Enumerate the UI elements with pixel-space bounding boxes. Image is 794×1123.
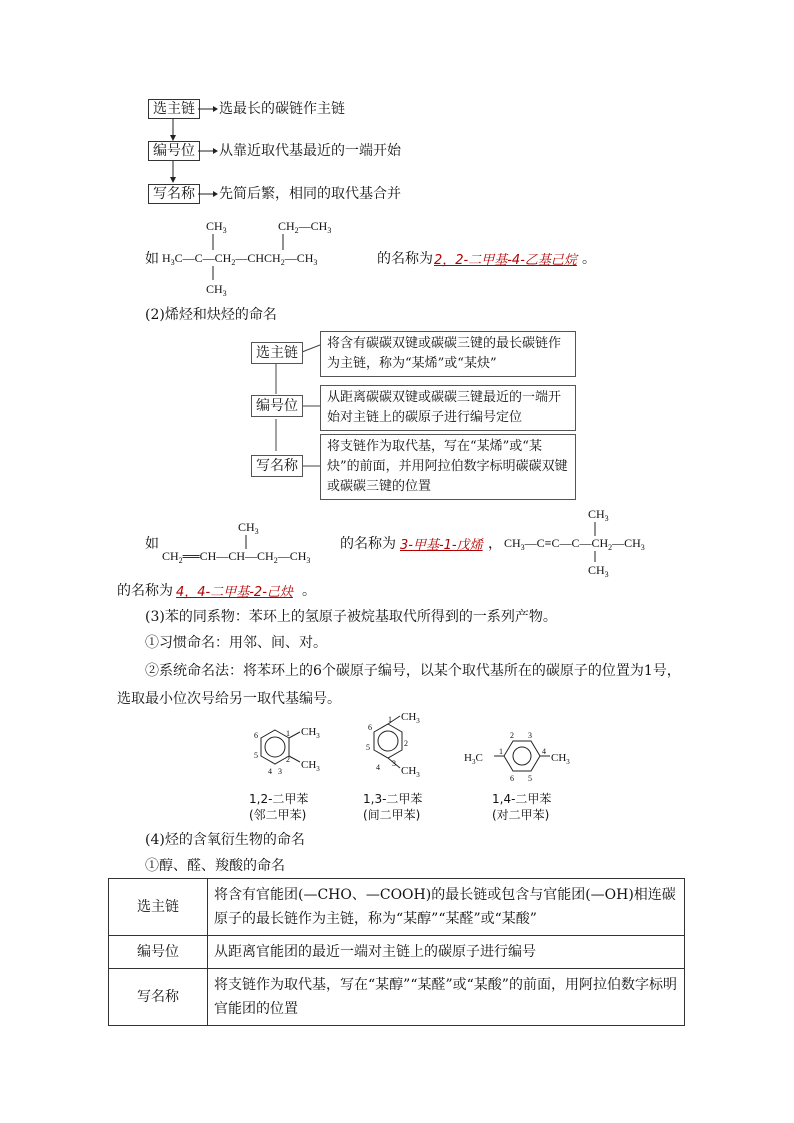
arrow-right-icon [198, 99, 218, 119]
table-body-cell: 将支链作为取代基，写在“某醇”“某醛”或“某酸”的前面，用阿拉伯数字标明官能团的位置 [208, 969, 685, 1026]
svg-text:4: 4 [376, 763, 380, 772]
section3-heading: (3)苯的同系物：苯环上的氢原子被烷基取代所得到的一系列产物。 [145, 609, 557, 625]
table-head-cell: 选主链 [109, 879, 208, 936]
svg-text:CH3: $CH_3$ [588, 507, 609, 523]
benzene-2-name: 1,3-二甲苯 [363, 792, 423, 806]
benzene-2-common: (间二甲苯) [363, 808, 421, 822]
table-head-cell: 写名称 [109, 969, 208, 1026]
ortho-xylene-structure [240, 712, 340, 792]
example2-line2-prefix: 的名称为 [117, 583, 173, 599]
svg-text:CH2—CH3: $CH_2—CH_3$ [278, 219, 332, 235]
svg-text:CH2══CH—CH—CH2—CH3: $CH_2══CH—CH—CH_2—CH_3$ [162, 549, 311, 564]
svg-text:1: 1 [499, 747, 503, 756]
benzene-1-name: 1,2-二甲苯 [249, 792, 309, 806]
svg-text:CH3: $CH_3$ [301, 759, 320, 773]
svg-text:H3C—C—CH2—CHCH2—CH3: $H_3C—C—CH_2—CHCH_2—CH_3$ [162, 251, 318, 267]
example2-middle: 的名称为 [340, 536, 396, 552]
section3-item2-line1: ②系统命名法：将苯环上的6个碳原子编号，以某个取代基所在的碳原子的位置为1号， [145, 663, 681, 679]
benzene-1-common: (邻二甲苯) [249, 808, 307, 822]
structure-formula-3 [502, 504, 682, 578]
svg-text:5: 5 [528, 774, 532, 783]
section3-item1: ①习惯命名：用邻、间、对。 [145, 635, 327, 651]
table-row [109, 879, 685, 936]
section4-heading: (4)烃的含氧衍生物的命名 [145, 832, 305, 848]
svg-text:2: 2 [286, 755, 290, 764]
svg-text:3: 3 [528, 731, 532, 740]
naming-table [108, 878, 685, 1026]
example2-prefix: 如 [145, 536, 159, 552]
example2-answer2: 4，4-二甲基-2-己炔 [176, 585, 293, 600]
svg-text:CH3: $CH_3$ [551, 752, 570, 766]
benzene-3-name: 1,4-二甲苯 [492, 792, 552, 806]
example1-answer: 2，2-二甲基-4-乙基己烷 [434, 253, 577, 268]
flow1-step2-desc: 从靠近取代基最近的一端开始 [219, 143, 401, 159]
svg-text:CH3—C≡C—C—CH2—CH3: $CH_3—C\equiv C—C—CH_2—CH_3$ [504, 536, 645, 552]
svg-text:3: 3 [392, 759, 396, 768]
meta-xylene-structure [358, 708, 438, 790]
flow2-step1-desc: 将含有碳碳双键或碳碳三键的最长碳链作为主链，称为“某烯”或“某炔” [320, 331, 576, 377]
flow1-step1-box: 选主链 [148, 99, 200, 119]
svg-text:6: 6 [254, 731, 258, 740]
table-body-cell: 将含有官能团(—CHO、—COOH)的最长链或包含与官能团(—OH)相连碳原子的最长链作为主链，称为“某醇”“某醛”或“某酸” [208, 879, 685, 936]
svg-text:2: 2 [510, 731, 514, 740]
svg-text:1: 1 [286, 729, 290, 738]
structure-formula-2 [160, 518, 340, 564]
para-xylene-structure [464, 728, 594, 784]
flow2-step2-box: 编号位 [251, 395, 303, 417]
svg-text:CH3: $CH_3$ [206, 219, 227, 235]
table-body-cell: 从距离官能团的最近一端对主链上的碳原子进行编号 [208, 936, 685, 969]
flow1-step3-box: 写名称 [148, 184, 200, 204]
flow2-step1-box: 选主链 [251, 342, 303, 364]
section2-heading: (2)烯烃和炔烃的命名 [145, 307, 277, 323]
flow2-step3-desc: 将支链作为取代基，写在“某烯”或“某炔”的前面，并用阿拉伯数字标明碳碳双键或碳碳三键的位置 [320, 434, 576, 500]
example2-answer1: 3-甲基-1-戊烯 [400, 538, 483, 553]
svg-text:CH3: $CH_3$ [206, 282, 227, 296]
example1-suffix: 的名称为 [377, 251, 433, 267]
svg-text:H3C: $H_3C$ [464, 752, 483, 766]
example1-end: 。 [582, 251, 596, 267]
svg-text:3: 3 [278, 767, 282, 776]
benzene-3-common: (对二甲苯) [492, 808, 550, 822]
svg-text:4: 4 [542, 747, 546, 756]
svg-text:5: 5 [254, 751, 258, 760]
structure-formula-1 [160, 214, 382, 296]
arrow-right-icon [198, 141, 218, 161]
svg-text:5: 5 [366, 743, 370, 752]
svg-text:CH3: $CH_3$ [301, 726, 320, 740]
flow2-step2-desc: 从距离碳碳双键或碳碳三键最近的一端开始对主链上的碳原子进行编号定位 [320, 385, 576, 431]
svg-text:6: 6 [510, 774, 514, 783]
svg-text:CH3: $CH_3$ [401, 711, 420, 725]
svg-text:1: 1 [388, 715, 392, 724]
svg-text:4: 4 [268, 767, 272, 776]
table-head-cell: 编号位 [109, 936, 208, 969]
flow1-step3-desc: 先简后繁，相同的取代基合并 [219, 186, 401, 202]
table-row [109, 969, 685, 1026]
arrow-right-icon [198, 184, 218, 204]
svg-text:2: 2 [404, 739, 408, 748]
svg-text:CH3: $CH_3$ [238, 520, 259, 536]
example2-sep: ， [488, 536, 502, 552]
arrow-down-icon [166, 119, 180, 141]
flow1-step2-box: 编号位 [148, 141, 200, 161]
flow1-step1-desc: 选最长的碳链作主链 [219, 101, 345, 117]
example2-end: 。 [302, 583, 316, 599]
example1-prefix: 如 [145, 251, 159, 267]
svg-text:CH3: $CH_3$ [588, 563, 609, 578]
svg-text:6: 6 [368, 723, 372, 732]
table-row [109, 936, 685, 969]
arrow-down-icon [166, 161, 180, 183]
section3-item2-line2: 选取最小位次号给另一取代基编号。 [117, 691, 341, 707]
flow2-step3-box: 写名称 [251, 455, 303, 477]
svg-text:CH3: $CH_3$ [401, 765, 420, 779]
section4-sub: ①醇、醛、羧酸的命名 [145, 858, 285, 874]
